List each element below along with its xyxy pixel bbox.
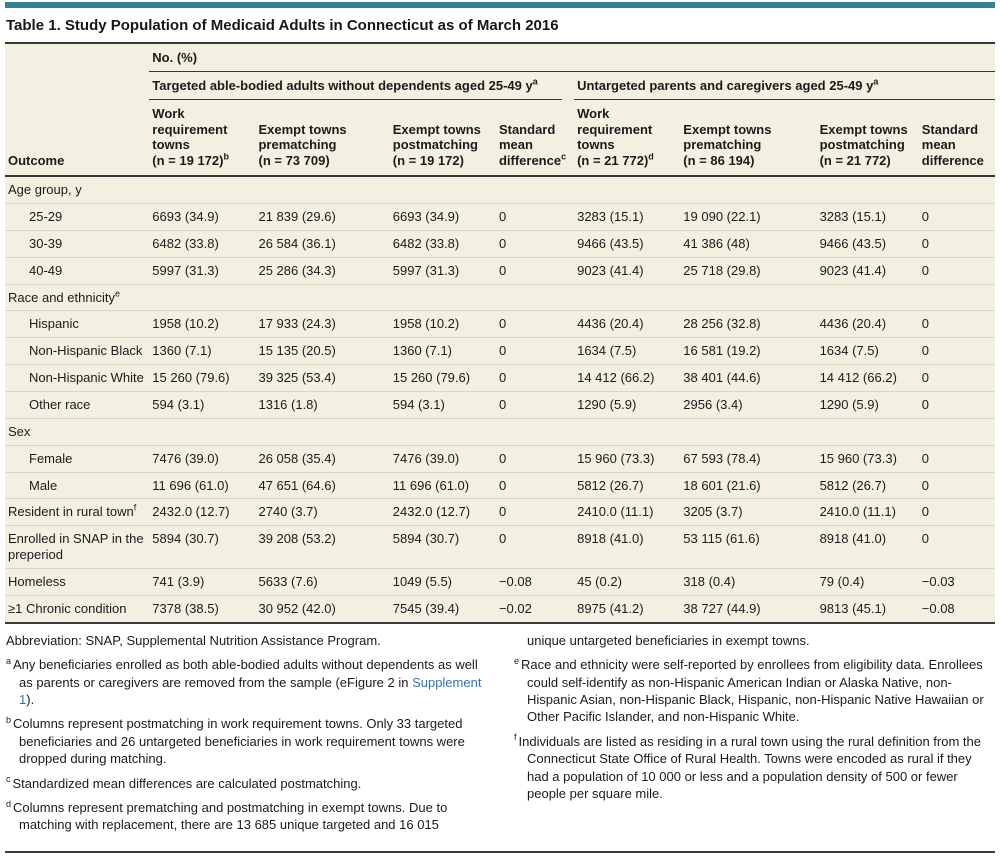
table-cell: 0 (919, 392, 995, 419)
table-cell: −0.08 (496, 569, 574, 596)
table-row (5, 365, 995, 392)
table-row (5, 338, 995, 365)
table-cell: 1316 (1.8) (255, 392, 389, 419)
table-cell: 1049 (5.5) (390, 569, 496, 596)
footnote-marker: a (6, 655, 12, 666)
table-cell: 1290 (5.9) (817, 392, 919, 419)
footnote-continuation: unique untargeted beneficiaries in exempt towns. (527, 632, 810, 648)
table-cell: 2740 (3.7) (255, 499, 389, 526)
table-cell: 8918 (41.0) (574, 526, 680, 569)
row-label: Sex (5, 418, 995, 445)
table-cell: 15 260 (79.6) (149, 365, 255, 392)
section-row (5, 176, 995, 203)
table-cell: 18 601 (21.6) (680, 472, 816, 499)
table-cell: 21 839 (29.6) (255, 204, 389, 231)
supplement-1-link[interactable]: Supplement 1 (19, 674, 482, 707)
table-cell: 0 (496, 365, 574, 392)
table-cell: 9023 (41.4) (574, 257, 680, 284)
row-label: Resident in rural town$^f$ (5, 499, 149, 526)
table-cell: 6482 (33.8) (390, 230, 496, 257)
table-cell: 26 058 (35.4) (255, 445, 389, 472)
table-cell: 1958 (10.2) (390, 311, 496, 338)
table-cell: 2956 (3.4) (680, 392, 816, 419)
footnotes-right-column (514, 632, 992, 841)
table-cell: 26 584 (36.1) (255, 230, 389, 257)
column-header: Standard mean difference$^c$ (496, 100, 574, 176)
table-cell: 0 (919, 338, 995, 365)
table-cell: 39 325 (53.4) (255, 365, 389, 392)
table-row (5, 204, 995, 231)
table-cell: 15 960 (73.3) (817, 445, 919, 472)
table-row (5, 472, 995, 499)
table-cell: 17 933 (24.3) (255, 311, 389, 338)
table-cell: 741 (3.9) (149, 569, 255, 596)
row-label: Enrolled in SNAP in the preperiod (5, 526, 149, 569)
footnote-marker: f (514, 732, 517, 743)
group-header-untargeted: Untargeted parents and caregivers aged 25-49 $y^a$ (574, 72, 995, 100)
table-cell: 15 135 (20.5) (255, 338, 389, 365)
table-cell: 7545 (39.4) (390, 595, 496, 622)
table-cell: 5894 (30.7) (390, 526, 496, 569)
table-cell: 2410.0 (11.1) (574, 499, 680, 526)
row-label: 25-29 (5, 204, 149, 231)
column-header: Work requirement towns (n = 19 172)$^b$ (149, 100, 255, 176)
column-header: Exempt towns prematching (n = 73 709) (255, 100, 389, 176)
table-cell: 39 208 (53.2) (255, 526, 389, 569)
table-row (5, 392, 995, 419)
outcome-column-header: Outcome (5, 44, 149, 176)
table-cell: 8918 (41.0) (817, 526, 919, 569)
table-cell: 0 (496, 392, 574, 419)
table-cell: 0 (496, 311, 574, 338)
table-row (5, 569, 995, 596)
table-cell: 3205 (3.7) (680, 499, 816, 526)
table-cell: 4436 (20.4) (574, 311, 680, 338)
column-header: Exempt towns prematching (n = 86 194) (680, 100, 816, 176)
row-label: Other race (5, 392, 149, 419)
table-cell: 2432.0 (12.7) (149, 499, 255, 526)
column-header: Exempt towns postmatching (n = 19 172) (390, 100, 496, 176)
table-header (5, 44, 995, 176)
table-cell: 1634 (7.5) (817, 338, 919, 365)
footnotes (5, 624, 995, 851)
table-cell: 0 (919, 365, 995, 392)
table-cell: 0 (496, 526, 574, 569)
table-cell: 3283 (15.1) (817, 204, 919, 231)
table-cell: 9466 (43.5) (817, 230, 919, 257)
table-row (5, 230, 995, 257)
table-cell: 318 (0.4) (680, 569, 816, 596)
footnote-f: $^f$ Individuals are listed as residing in a rural town using the rural definition from the Connecticut State Office of Rural Health. Towns were encoded as rural if they had a population of 10 000 or less and a population density of 500 or fewer people per square mile. (514, 732, 981, 802)
article-table-page (0, 2, 1000, 857)
column-header: Exempt towns postmatching (n = 21 772) (817, 100, 919, 176)
table-cell: −0.08 (919, 595, 995, 622)
table-cell: 0 (496, 445, 574, 472)
table-cell: 11 696 (61.0) (390, 472, 496, 499)
table-cell: 6693 (34.9) (149, 204, 255, 231)
section-row (5, 284, 995, 311)
row-label: Race and ethnicity$^e$ (5, 284, 995, 311)
table-cell: 7476 (39.0) (149, 445, 255, 472)
table-cell: 16 581 (19.2) (680, 338, 816, 365)
table-cell: 25 286 (34.3) (255, 257, 389, 284)
table-cell: 38 401 (44.6) (680, 365, 816, 392)
table-cell: 14 412 (66.2) (574, 365, 680, 392)
row-label: Non-Hispanic White (5, 365, 149, 392)
table-row (5, 499, 995, 526)
row-label: Female (5, 445, 149, 472)
table-title: Table 1. Study Population of Medicaid Adults in Connecticut as of March 2016 (5, 8, 995, 44)
table-cell: 2432.0 (12.7) (390, 499, 496, 526)
table-cell: 19 090 (22.1) (680, 204, 816, 231)
table-cell: 0 (919, 526, 995, 569)
table-cell: 6693 (34.9) (390, 204, 496, 231)
row-label: Non-Hispanic Black (5, 338, 149, 365)
row-label: Hispanic (5, 311, 149, 338)
table-cell: 79 (0.4) (817, 569, 919, 596)
table-cell: −0.03 (919, 569, 995, 596)
table-cell: 5997 (31.3) (390, 257, 496, 284)
group-header-targeted: Targeted able-bodied adults without dependents aged 25-49 $y^a$ (149, 72, 574, 100)
footnote-d: $^d$ Columns represent prematching and postmatching in exempt towns. Due to matching with replacement, there are 13 685 unique targeted and 16 015 (6, 798, 448, 833)
study-population-table (5, 44, 995, 624)
table-row (5, 311, 995, 338)
table-row (5, 445, 995, 472)
table-cell: 0 (496, 230, 574, 257)
table-cell: 594 (3.1) (149, 392, 255, 419)
abbreviation-note: Abbreviation: SNAP, Supplemental Nutrition Assistance Program. (6, 632, 381, 648)
table-cell: 0 (919, 204, 995, 231)
table-cell: 3283 (15.1) (574, 204, 680, 231)
row-label: Age group, y (8, 182, 82, 198)
table-cell: 6482 (33.8) (149, 230, 255, 257)
table-cell: 25 718 (29.8) (680, 257, 816, 284)
bottom-rule (5, 851, 995, 857)
footnote-e: $^e$ Race and ethnicity were self-reported by enrollees from eligibility data. Enrollees could self-identify as non-Hispanic American Indian or Alaska Native, non-Hispanic Asian, non-Hispanic Black, Hispanic, non-Hispanic Native Hawaiian or Other Pacific Islander, and non-Hispanic White. (514, 655, 984, 725)
footnote-marker: e (514, 655, 520, 666)
table-cell: 14 412 (66.2) (817, 365, 919, 392)
table-cell: 45 (0.2) (574, 569, 680, 596)
table-cell: 2410.0 (11.1) (817, 499, 919, 526)
table-row (5, 595, 995, 622)
table-cell: 5997 (31.3) (149, 257, 255, 284)
table-cell: 5812 (26.7) (574, 472, 680, 499)
table-cell: 0 (496, 499, 574, 526)
row-label: ≥1 Chronic condition (5, 595, 149, 622)
table-cell: 7476 (39.0) (390, 445, 496, 472)
table-cell: 15 960 (73.3) (574, 445, 680, 472)
table-cell: 47 651 (64.6) (255, 472, 389, 499)
table-cell: 9813 (45.1) (817, 595, 919, 622)
no-pct-header: No. (%) (149, 44, 995, 72)
table-cell: 0 (919, 311, 995, 338)
table-cell: 5894 (30.7) (149, 526, 255, 569)
column-header: Standard mean difference (919, 100, 995, 176)
table-cell: 5812 (26.7) (817, 472, 919, 499)
table-row (5, 526, 995, 569)
footnote-a: $^a$ Any beneficiaries enrolled as both able-bodied adults without dependents as well as parents or caregivers are removed from the sample (eFigure 2 in Supplement 1). (6, 655, 482, 707)
table-cell: −0.02 (496, 595, 574, 622)
table-cell: 7378 (38.5) (149, 595, 255, 622)
table-cell: 0 (496, 472, 574, 499)
column-header: Work requirement towns (n = 21 772)$^d$ (574, 100, 680, 176)
section-row (5, 418, 995, 445)
table-cell: 1360 (7.1) (149, 338, 255, 365)
table-cell: 0 (496, 338, 574, 365)
table-cell: 67 593 (78.4) (680, 445, 816, 472)
footnotes-left-column (6, 632, 484, 841)
table-cell: 53 115 (61.6) (680, 526, 816, 569)
table-cell: 9023 (41.4) (817, 257, 919, 284)
table-cell: 0 (919, 472, 995, 499)
table-cell: 28 256 (32.8) (680, 311, 816, 338)
table-cell: 15 260 (79.6) (390, 365, 496, 392)
table-row (5, 257, 995, 284)
table-cell: 9466 (43.5) (574, 230, 680, 257)
table-cell: 11 696 (61.0) (149, 472, 255, 499)
footnote-c: $^c$ Standardized mean differences are calculated postmatching. (6, 774, 362, 791)
table-cell: 0 (919, 445, 995, 472)
table-cell: 0 (919, 230, 995, 257)
table-cell: 5633 (7.6) (255, 569, 389, 596)
row-label: Homeless (5, 569, 149, 596)
footnote-marker: d (6, 798, 12, 809)
table-cell: 1290 (5.9) (574, 392, 680, 419)
table-cell: 38 727 (44.9) (680, 595, 816, 622)
table-cell: 41 386 (48) (680, 230, 816, 257)
row-label: 40-49 (5, 257, 149, 284)
footnote-b: $^b$ Columns represent postmatching in work requirement towns. Only 33 targeted beneficiaries and 26 untargeted beneficiaries in work requirement towns were dropped during matching. (6, 715, 465, 767)
table-cell: 0 (496, 204, 574, 231)
table-cell: 30 952 (42.0) (255, 595, 389, 622)
table-cell: 594 (3.1) (390, 392, 496, 419)
table-cell: 1958 (10.2) (149, 311, 255, 338)
table-cell: 1634 (7.5) (574, 338, 680, 365)
table-body (5, 176, 995, 623)
table-cell: 8975 (41.2) (574, 595, 680, 622)
table-cell: 1360 (7.1) (390, 338, 496, 365)
footnote-marker: c (6, 774, 11, 785)
table-cell: 0 (919, 257, 995, 284)
footnote-marker: b (6, 715, 12, 726)
table-cell: 4436 (20.4) (817, 311, 919, 338)
table-cell: 0 (919, 499, 995, 526)
table-cell: 0 (496, 257, 574, 284)
row-label: Male (5, 472, 149, 499)
row-label: 30-39 (5, 230, 149, 257)
